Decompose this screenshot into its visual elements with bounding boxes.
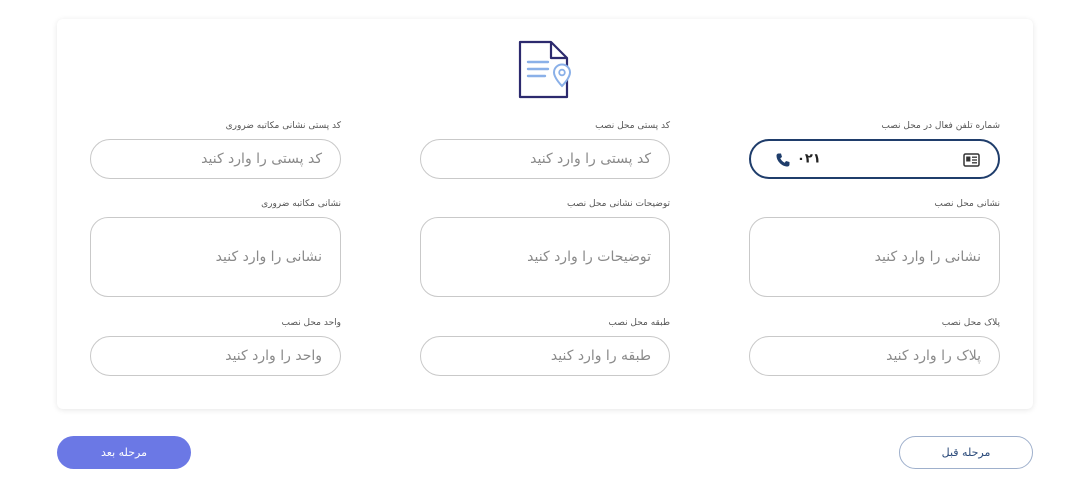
postal-install-label: کد پستی محل نصب [595,121,670,131]
address-mail-label: نشانی مکاتبه ضروری [261,199,341,209]
next-step-button[interactable]: مرحله بعد [57,436,191,469]
contact-card-icon [963,153,980,167]
unit-label: واحد محل نصب [281,318,341,328]
phone-icon [775,152,791,168]
postal-mail-input[interactable] [90,139,341,179]
phone-label: شماره تلفن فعال در محل نصب [881,121,1000,131]
plaque-label: پلاک محل نصب [941,318,1000,328]
floor-placeholder: طبقه را وارد کنید [550,348,651,364]
plaque-input[interactable] [749,336,1000,376]
floor-label: طبقه محل نصب [608,318,670,328]
postal-install-input[interactable] [420,139,670,179]
address-desc-placeholder: توضیحات را وارد کنید [527,249,651,265]
address-install-label: نشانی محل نصب [934,199,1000,209]
address-install-textarea[interactable] [749,217,1000,297]
document-location-icon [515,40,573,100]
address-install-placeholder: نشانی را وارد کنید [874,249,981,265]
phone-input[interactable] [749,139,1000,179]
address-mail-placeholder: نشانی را وارد کنید [215,249,322,265]
previous-step-button[interactable]: مرحله قبل [899,436,1033,469]
postal-install-placeholder: کد پستی را وارد کنید [530,151,651,167]
phone-value: ۰۲۱ [797,151,821,167]
plaque-placeholder: پلاک را وارد کنید [886,348,981,364]
floor-input[interactable] [420,336,670,376]
postal-mail-label: کد پستی نشانی مکاتبه ضروری [225,121,341,131]
address-mail-textarea[interactable] [90,217,341,297]
postal-mail-placeholder: کد پستی را وارد کنید [201,151,322,167]
address-desc-textarea[interactable] [420,217,670,297]
address-desc-label: توضیحات نشانی محل نصب [567,199,670,209]
unit-input[interactable] [90,336,341,376]
unit-placeholder: واحد را وارد کنید [225,348,322,364]
